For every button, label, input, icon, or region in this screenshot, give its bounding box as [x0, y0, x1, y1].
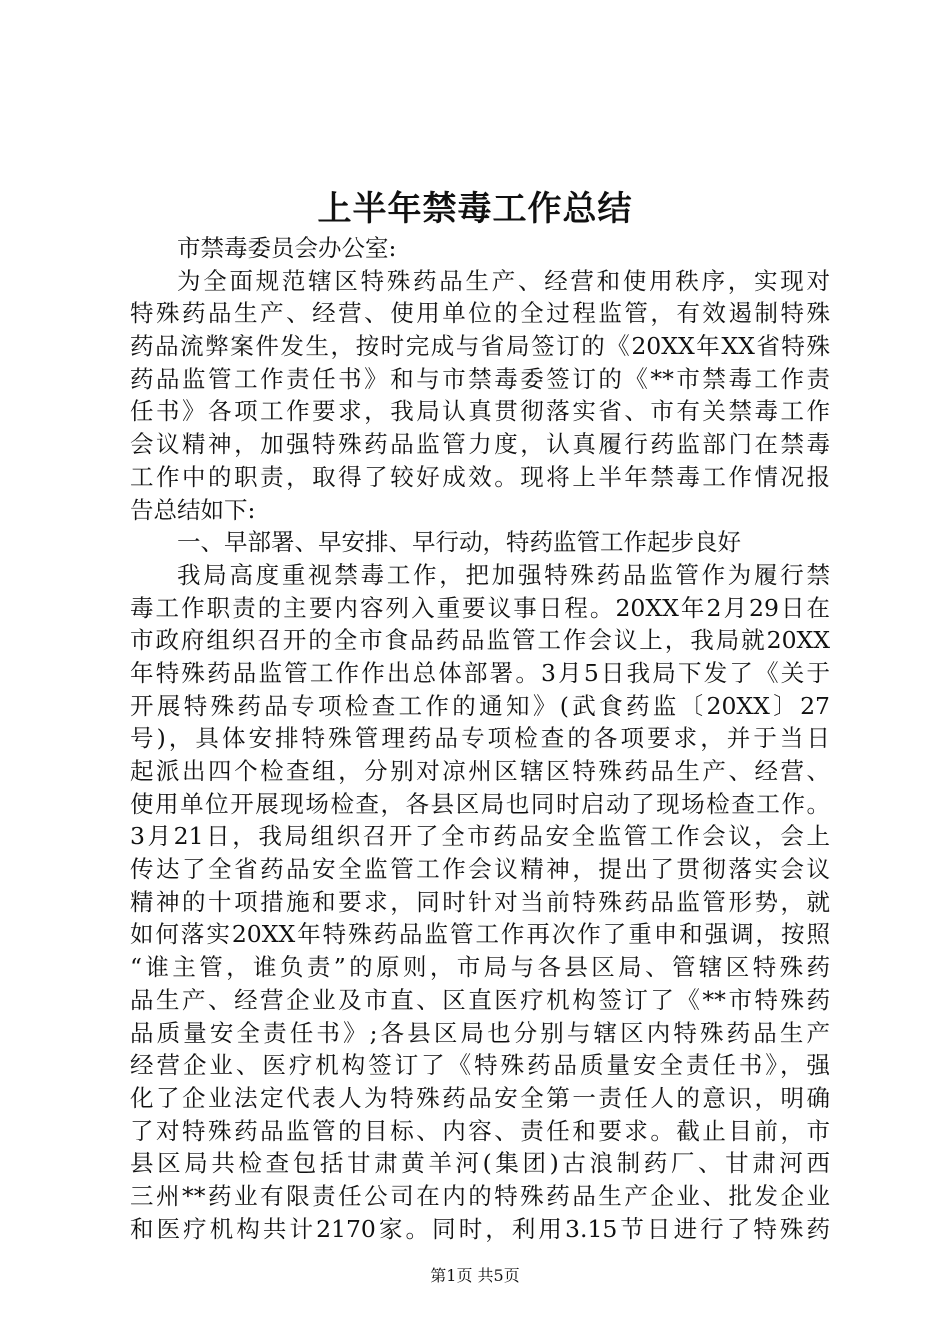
paragraph-line: 为全面规范辖区特殊药品生产、经营和使用秩序，实现对	[177, 266, 830, 295]
section-heading: 一、早部署、早安排、早行动，特药监管工作起步良好	[177, 528, 741, 557]
paragraph-line: 精神的十项措施和要求，同时针对当前特殊药品监管形势，就	[130, 887, 830, 916]
paragraph-line: 起派出四个检查组，分别对凉州区辖区特殊药品生产、经营、	[130, 757, 830, 785]
paragraph-line: “谁主管，谁负责”的原则，市局与各县区局、管辖区特殊药	[130, 953, 830, 982]
paragraph-line: 告总结如下:	[130, 495, 256, 524]
paragraph-line: 年特殊药品监管工作作出总体部署。3月5日我局下发了《关于	[130, 658, 830, 687]
paragraph-line: 毒工作职责的主要内容列入重要议事日程。20XX年2月29日在	[130, 593, 830, 622]
salutation-line: 市禁毒委员会办公室:	[177, 234, 397, 262]
paragraph-line: 化了企业法定代表人为特殊药品安全第一责任人的意识，明确	[130, 1083, 830, 1112]
paragraph-line: 号)，具体安排特殊管理药品专项检查的各项要求，并于当日	[130, 724, 830, 753]
paragraph-line: 我局高度重视禁毒工作，把加强特殊药品监管作为履行禁	[177, 560, 830, 589]
paragraph-line: 和医疗机构共计2170家。同时，利用3.15节日进行了特殊药	[130, 1214, 830, 1243]
paragraph-line: 药品流弊案件发生，按时完成与省局签订的《20XX年XX省特殊	[130, 332, 830, 361]
paragraph-line: 传达了全省药品安全监管工作会议精神，提出了贯彻落实会议	[130, 855, 830, 884]
paragraph-line: 了对特殊药品监管的目标、内容、责任和要求。截止目前，市	[130, 1116, 830, 1145]
paragraph-line: 市政府组织召开的全市食品药品监管工作会议上，我局就20XX	[130, 626, 830, 655]
paragraph-line: 经营企业、医疗机构签订了《特殊药品质量安全责任书》，强	[130, 1051, 830, 1080]
document-title: 上半年禁毒工作总结	[317, 189, 633, 229]
paragraph-line: 如何落实20XX年特殊药品监管工作再次作了重申和强调，按照	[130, 920, 830, 949]
page-footer: 第1页 共5页	[430, 1266, 520, 1285]
paragraph-line: 县区局共检查包括甘肃黄羊河(集团)古浪制药厂、甘肃河西	[130, 1149, 830, 1178]
paragraph-line: 工作中的职责，取得了较好成效。现将上半年禁毒工作情况报	[130, 462, 830, 491]
paragraph-line: 开展特殊药品专项检查工作的通知》(武食药监〔20XX〕27	[130, 691, 830, 720]
paragraph-line: 品生产、经营企业及市直、区直医疗机构签订了《**市特殊药	[130, 985, 830, 1014]
paragraph-line: 品质量安全责任书》;各县区局也分别与辖区内特殊药品生产	[130, 1018, 830, 1047]
paragraph-line: 特殊药品生产、经营、使用单位的全过程监管，有效遏制特殊	[130, 299, 830, 328]
paragraph-line: 使用单位开展现场检查，各县区局也同时启动了现场检查工作。	[130, 789, 830, 818]
paragraph-line: 3月21日，我局组织召开了全市药品安全监管工作会议，会上	[130, 822, 830, 851]
document-body	[130, 232, 830, 1245]
paragraph-line: 任书》各项工作要求，我局认真贯彻落实省、市有关禁毒工作	[130, 397, 830, 426]
paragraph-line: 药品监管工作责任书》和与市禁毒委签订的《**市禁毒工作责	[130, 364, 830, 393]
paragraph-line: 会议精神，加强特殊药品监管力度，认真履行药监部门在禁毒	[130, 430, 830, 459]
paragraph-line: 三州**药业有限责任公司在内的特殊药品生产企业、批发企业	[130, 1181, 830, 1210]
